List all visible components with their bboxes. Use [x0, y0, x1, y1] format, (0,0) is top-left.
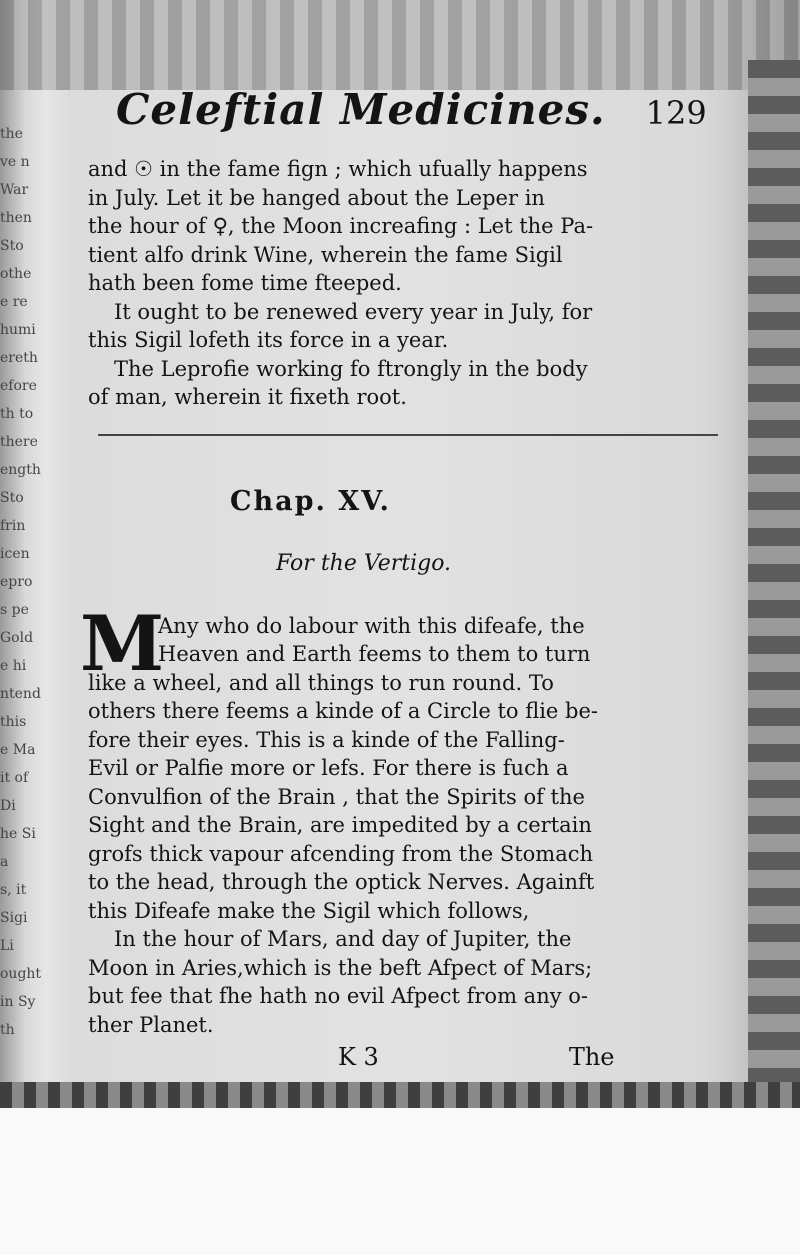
bottom-ornamental-border	[0, 1082, 800, 1108]
bleed-fragment: he Si	[0, 826, 36, 842]
text-line: to the head, through the optick Nerves. Againft	[88, 870, 595, 894]
bleed-fragment: ntend	[0, 686, 41, 702]
bleed-fragment: a	[0, 854, 9, 870]
text-line: others there feems a kinde of a Circle to flie be-	[88, 699, 598, 723]
bleed-fragment: Sto	[0, 490, 24, 506]
text-line: grofs thick vapour afcending from the Stomach	[88, 841, 594, 866]
text-line: but fee that fhe hath no evil Afpect from any o-	[88, 984, 588, 1008]
bleed-fragment: th to	[0, 406, 34, 422]
catchword: The	[568, 1043, 615, 1071]
page-number: 129	[645, 94, 707, 132]
page-footer	[88, 1043, 733, 1071]
text-line: tient alfo drink Wine, wherein the fame Sigil	[88, 242, 563, 267]
bleed-fragment: in Sy	[0, 994, 36, 1010]
drop-cap: M	[80, 598, 165, 688]
bleed-fragment: it of	[0, 770, 29, 786]
bleed-fragment: ve n	[0, 154, 30, 170]
bleed-fragment: e Ma	[0, 742, 36, 758]
text-line: Convulfion of the Brain , that the Spirits of the	[88, 784, 585, 809]
text-line: of man, wherein it fixeth root.	[88, 385, 407, 409]
bleed-fragment: Sto	[0, 238, 24, 254]
text-line: fore their eyes. This is a kinde of the Falling-	[88, 727, 565, 752]
bleed-fragment: then	[0, 210, 32, 226]
chapter-title: Chap. XV.	[230, 485, 391, 517]
text-line: Evil or Palfie more or lefs. For there is fuch a	[88, 756, 569, 780]
page-header	[116, 85, 733, 155]
bleed-fragment: ereth	[0, 350, 38, 366]
text-line: Any who do labour with this difeafe, the	[158, 613, 585, 638]
text-line: Sight and the Brain, are impedited by a certain	[88, 813, 592, 837]
page-content	[80, 85, 733, 1071]
bleed-fragment: othe	[0, 266, 32, 282]
signature-mark: K 3	[338, 1043, 379, 1071]
chapter-body	[80, 598, 733, 1040]
text-line: It ought to be renewed every year in July, for	[114, 299, 593, 324]
bleed-fragment: humi	[0, 322, 36, 338]
bleed-fragment: e re	[0, 294, 28, 310]
bleed-fragment: Sigi	[0, 910, 28, 926]
bleed-fragment: this	[0, 714, 27, 730]
bleed-fragment: icen	[0, 546, 30, 562]
section-rule	[98, 434, 718, 436]
bleed-fragment: frin	[0, 518, 26, 534]
bleed-fragment: ength	[0, 462, 41, 478]
bleed-fragment: th	[0, 1022, 15, 1038]
text-line: The Leprofie working fo ftrongly in the body	[114, 356, 588, 381]
opening-paragraph	[88, 155, 733, 412]
bleed-fragment: Di	[0, 798, 16, 814]
scan-background	[0, 1108, 800, 1255]
bleed-fragment: there	[0, 434, 38, 450]
bleed-fragment: Li	[0, 938, 14, 954]
text-line: in July. Let it be hanged about the Leper in	[88, 185, 545, 210]
text-line: In the hour of Mars, and day of Jupiter, the	[114, 927, 572, 951]
text-line: this Sigil lofeth its force in a year.	[88, 328, 449, 352]
text-line: Heaven and Earth feems to them to turn	[158, 642, 591, 666]
text-line: the hour of ♀, the Moon increafing : Let the Pa-	[88, 214, 594, 238]
bleed-fragment: epro	[0, 574, 33, 590]
facing-page-bleed	[0, 120, 64, 1080]
running-head: Celeftial Medicines.	[116, 85, 606, 134]
bleed-fragment: efore	[0, 378, 37, 394]
text-line: Moon in Aries,which is the beft Afpect of Mars;	[88, 955, 593, 980]
bleed-fragment: s pe	[0, 602, 29, 618]
bleed-fragment: Gold	[0, 630, 34, 646]
text-line: this Difeafe make the Sigil which follows,	[88, 898, 530, 923]
chapter-subtitle: For the Vertigo.	[276, 550, 452, 576]
top-ornamental-border	[0, 0, 800, 90]
bleed-fragment: ought	[0, 966, 42, 982]
text-line: hath been fome time fteeped.	[88, 271, 402, 295]
bleed-fragment: s, it	[0, 882, 27, 898]
text-line: like a wheel, and all things to run round. To	[88, 670, 554, 695]
bleed-fragment: War	[0, 182, 29, 198]
right-ornamental-border	[748, 60, 800, 1100]
text-line: and ☉ in the fame fign ; which ufually happens	[88, 157, 588, 181]
bleed-fragment: the	[0, 126, 23, 142]
text-line: ther Planet.	[88, 1012, 214, 1037]
bleed-fragment: e hi	[0, 658, 27, 674]
